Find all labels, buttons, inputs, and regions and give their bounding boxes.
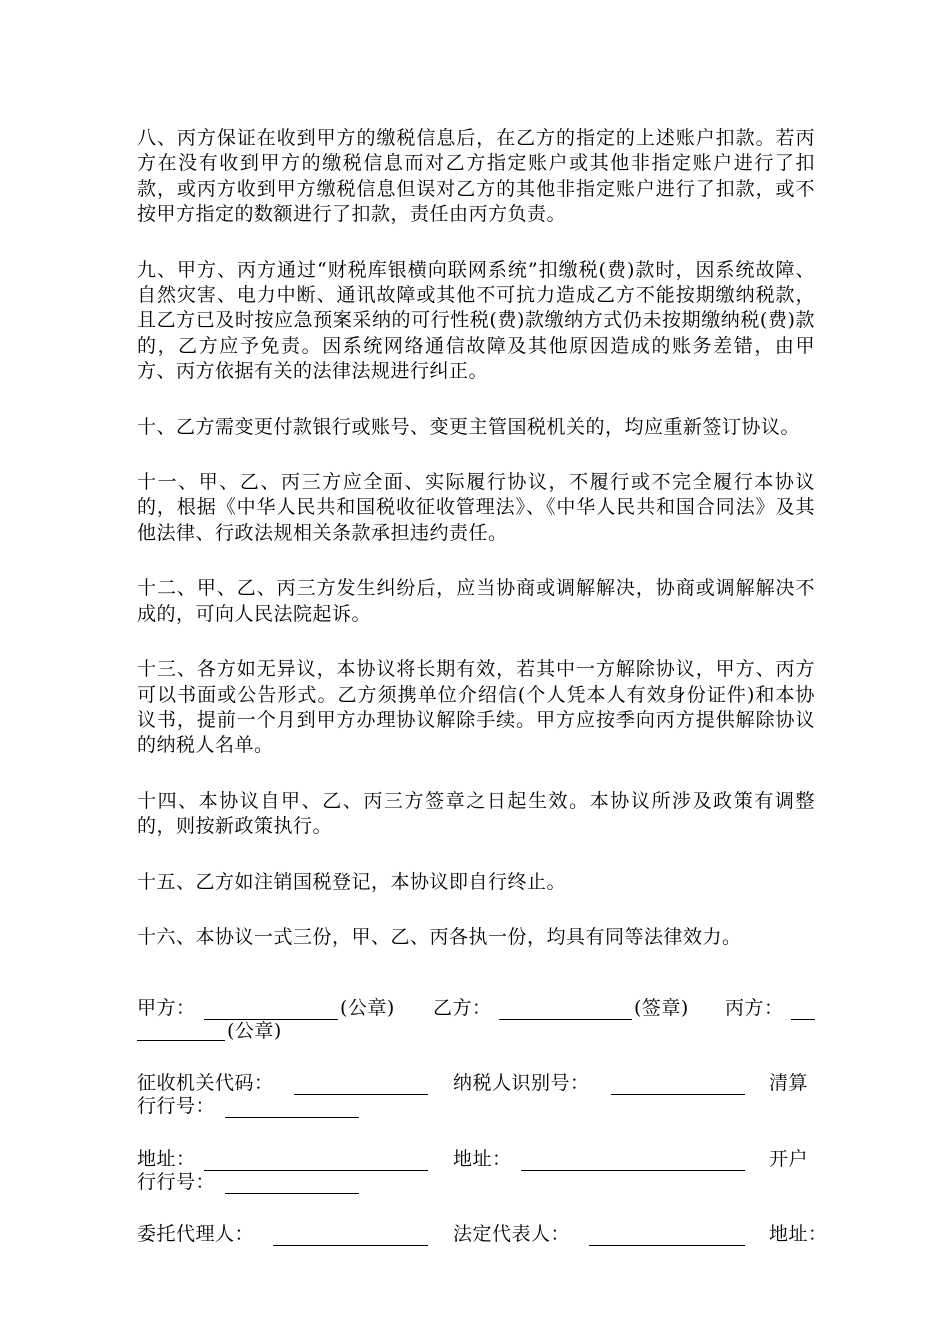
address-a-blank bbox=[204, 1151, 428, 1171]
legal-rep-blank bbox=[589, 1226, 745, 1246]
agent-blank bbox=[273, 1226, 428, 1246]
party-a-blank bbox=[204, 1000, 338, 1020]
clause-16: 十六、本协议一式三份，甲、乙、丙各执一份，均具有同等法律效力。 bbox=[137, 925, 742, 948]
collection-code-label: 征收机关代码： bbox=[137, 1072, 274, 1094]
party-a-seal: (公章) bbox=[340, 997, 395, 1019]
address-b-label: 地址： bbox=[453, 1148, 512, 1170]
agent-label: 委托代理人： bbox=[137, 1223, 255, 1245]
agreement-clauses bbox=[137, 126, 815, 980]
clearing-label-2: 行行号： bbox=[137, 1095, 216, 1117]
party-c-blank-2 bbox=[137, 1021, 225, 1041]
clause-9: 九、甲方、丙方通过“财税库银横向联网系统”扣缴税(费)款时，因系统故障、自然灾害、电力中断、通讯故障或其他不可抗力造成乙方不能按期缴纳税款，且乙方已及时按应急预案采纳的可行性税(费)款缴纳方式仍未按期缴纳税(费)款的，乙方应予免责。因系统网络通信故障及其他原因造成的账务差错，由甲方、丙方依据有关的法律法规进行纠正。 bbox=[137, 258, 815, 383]
clause-14: 十四、本协议自甲、乙、丙三方签章之日起生效。本协议所涉及政策有调整的，则按新政策执行。 bbox=[137, 789, 815, 838]
clearing-blank bbox=[225, 1098, 359, 1118]
open-label-1: 开户 bbox=[769, 1148, 809, 1170]
party-b-blank bbox=[499, 1000, 632, 1020]
taxpayer-id-blank bbox=[611, 1075, 745, 1095]
party-c-label: 丙方： bbox=[725, 997, 784, 1019]
legal-rep-label: 法定代表人： bbox=[453, 1223, 571, 1245]
party-a-label: 甲方： bbox=[137, 997, 196, 1019]
clause-12: 十二、甲、乙、丙三方发生纠纷后，应当协商或调解解决，协商或调解解决不成的，可向人民法院起诉。 bbox=[137, 577, 815, 625]
clearing-label-1: 清算 bbox=[769, 1072, 809, 1094]
taxpayer-id-label: 纳税人识别号： bbox=[453, 1072, 590, 1094]
signature-row-parties bbox=[137, 996, 827, 1048]
address-c-label: 地址： bbox=[769, 1223, 828, 1245]
clause-13: 十三、各方如无异议，本协议将长期有效，若其中一方解除协议，甲方、丙方可以书面或公告形式。乙方须携单位介绍信(个人凭本人有效身份证件)和本协议书，提前一个月到甲方办理协议解除手续。甲方应按季向丙方提供解除协议的纳税人名单。 bbox=[137, 658, 815, 757]
signature-row-address bbox=[137, 1147, 827, 1199]
clause-8: 八、丙方保证在收到甲方的缴税信息后，在乙方的指定的上述账户扣款。若丙方在没有收到甲方的缴税信息而对乙方指定账户或其他非指定账户进行了扣款，或丙方收到甲方缴税信息但误对乙方的其他非指定账户进行了扣款，或不按甲方指定的数额进行了扣款，责任由丙方负责。 bbox=[137, 127, 815, 226]
signature-row-codes bbox=[137, 1071, 827, 1123]
signature-row-representatives bbox=[137, 1222, 827, 1250]
address-a-label: 地址： bbox=[137, 1148, 196, 1170]
party-c-blank-1 bbox=[791, 1000, 815, 1020]
clause-11: 十一、甲、乙、丙三方应全面、实际履行协议，不履行或不完全履行本协议的，根据《中华人民共和国税收征收管理法》、《中华人民共和国合同法》及其他法律、行政法规相关条款承担违约责任。 bbox=[137, 471, 815, 544]
party-b-seal: (签章) bbox=[634, 997, 689, 1019]
open-label-2: 行行号： bbox=[137, 1171, 216, 1193]
collection-code-blank bbox=[294, 1075, 428, 1095]
open-blank bbox=[225, 1174, 359, 1194]
party-b-label: 乙方： bbox=[433, 997, 492, 1019]
clause-15: 十五、乙方如注销国税登记，本协议即自行终止。 bbox=[137, 870, 567, 893]
address-b-blank bbox=[521, 1151, 745, 1171]
party-c-seal: (公章) bbox=[227, 1020, 282, 1042]
clause-10: 十、乙方需变更付款银行或账号、变更主管国税机关的，均应重新签订协议。 bbox=[137, 415, 801, 438]
